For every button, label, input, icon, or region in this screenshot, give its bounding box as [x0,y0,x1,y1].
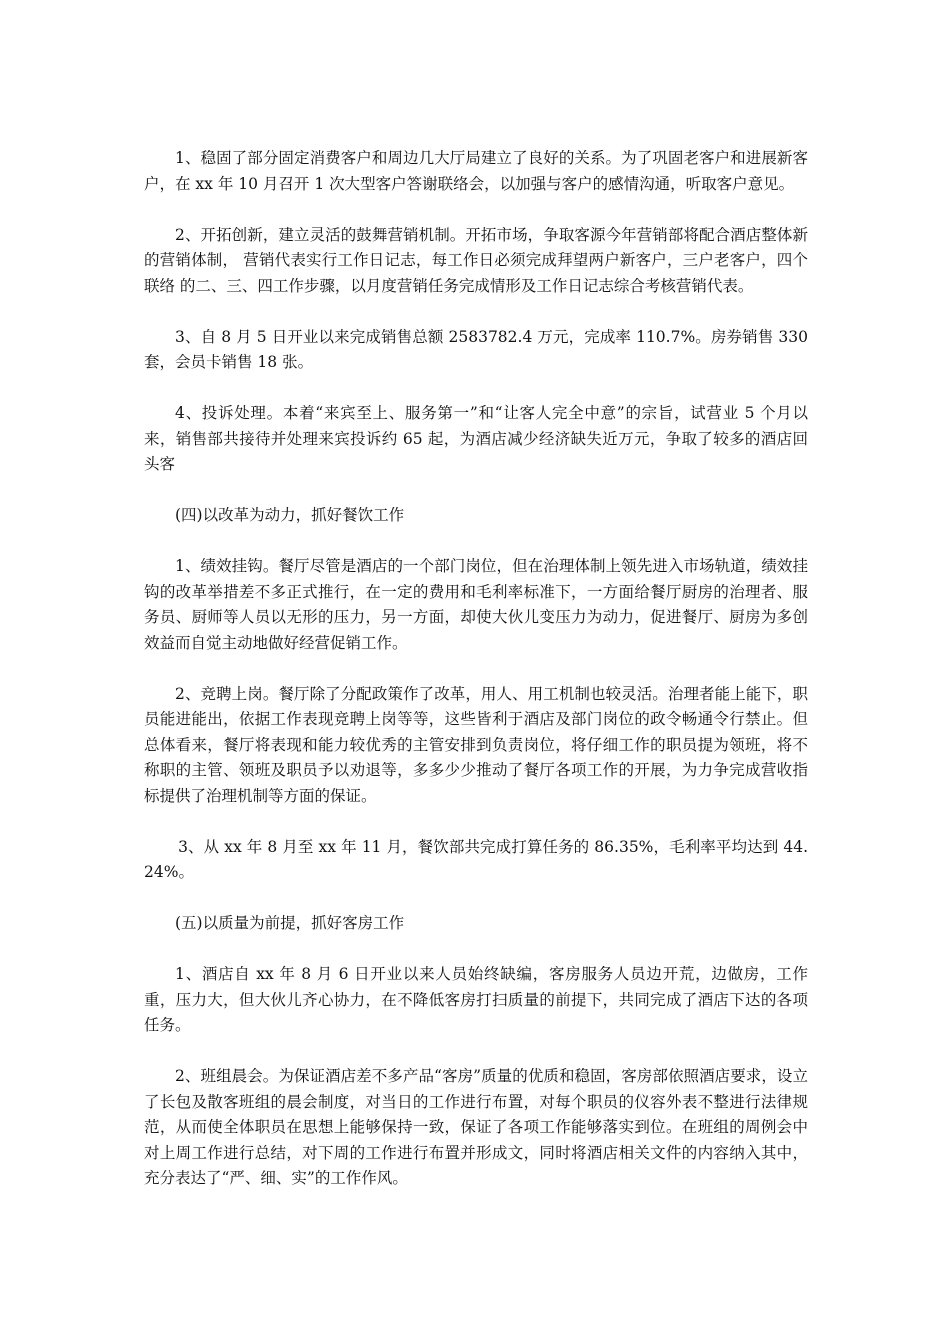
paragraph: 3、自 8 月 5 日开业以来完成销售总额 2583782.4 万元，完成率 110.7%。房券销售 330 套，会员卡销售 18 张。 [144,327,808,371]
paragraph: 2、班组晨会。为保证酒店差不多产品“客房”质量的优质和稳固，客房部依照酒店要求，设立了长包及散客班组的晨会制度，对当日的工作进行布置，对每个职员的仪容外表不整进行法律规范，从而使全体职员在思想上能够保持一致，保证了各项工作能够落实到位。在班组的周例会中对上周工作进行总结，对下周的工作进行布置并形成文，同时将酒店相关文件的内容纳入其中，充分表达了“严、细、实”的工作作风。 [144,1067,808,1187]
document-body [144,146,808,1217]
paragraph: 1、绩效挂钩。餐厅尽管是酒店的一个部门岗位，但在治理体制上领先进入市场轨道，绩效挂钩的改革举措差不多正式推行，在一定的费用和毛利率标准下，一方面给餐厅厨房的治理者、服务员、厨师等人员以无形的压力，另一方面，却使大伙儿变压力为动力，促进餐厅、厨房为多创效益而自觉主动地做好经营促销工作。 [144,557,808,652]
paragraph: 3、从 xx 年 8 月至 xx 年 11 月，餐饮部共完成打算任务的 86.35%，毛利率平均达到 44.24%。 [144,837,808,881]
paragraph: 1、稳固了部分固定消费客户和周边几大厅局建立了良好的关系。为了巩固老客户和进展新客户，在 xx 年 10 月召开 1 次大型客户答谢联络会，以加强与客户的感情沟通，听取客户意见。 [144,149,808,193]
section-heading: (四)以改革为动力，抓好餐饮工作 [175,506,405,524]
paragraph: 2、开拓创新，建立灵活的鼓舞营销机制。开拓市场，争取客源今年营销部将配合酒店整体新的营销体制， 营销代表实行工作日记志，每工作日必须完成拜望两户新客户，三户老客户，四个联络 的二、三、四工作步骤，以月度营销任务完成情形及工作日记志综合考核营销代表。 [144,225,808,295]
paragraph: 1、酒店自 xx 年 8 月 6 日开业以来人员始终缺编，客房服务人员边开荒，边做房，工作重，压力大，但大伙儿齐心协力，在不降低客房打扫质量的前提下，共同完成了酒店下达的各项任务。 [144,965,808,1034]
section-heading: (五)以质量为前提，抓好客房工作 [175,914,405,932]
paragraph: 4、投诉处理。本着“来宾至上、服务第一”和“让客人完全中意”的宗旨，试营业 5 个月以来，销售部共接待并处理来宾投诉约 65 起，为酒店减少经济缺失近万元，争取了较多的酒店回头客 [144,404,808,473]
paragraph: 2、竞聘上岗。餐厅除了分配政策作了改革，用人、用工机制也较灵活。治理者能上能下，职员能进能出，依据工作表现竞聘上岗等等，这些皆利于酒店及部门岗位的政令畅通令行禁止。但总体看来，餐厅将表现和能力较优秀的主管安排到负责岗位，将仔细工作的职员提为领班，将不称职的主管、领班及职员予以劝退等，多多少少推动了餐厅各项工作的开展，为力争完成营收指标提供了治理机制等方面的保证。 [144,684,808,805]
